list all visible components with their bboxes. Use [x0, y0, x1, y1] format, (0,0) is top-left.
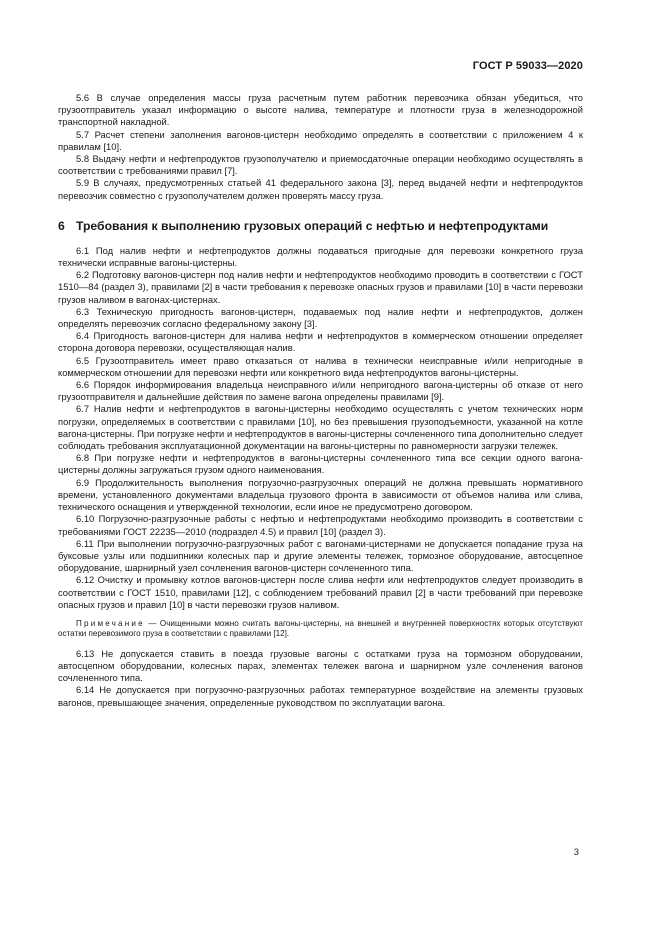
paragraph-5-7: 5.7 Расчет степени заполнения вагонов-цистерн необходимо определять в соответствии с приложением 4 к правилам [10].: [58, 128, 583, 152]
paragraph-6-11: 6.11 При выполнении погрузочно-разгрузочных работ с вагонами-цистернами не допускается попадание груза на буксовые узлы или подшипники колесных пар и другие элементы тележек, тормозное оборудование, автосцепное оборудование, шарнирный узел сочленения вагонов-цистерн сочлененного типа.: [58, 537, 583, 574]
paragraph-6-9: 6.9 Продолжительность выполнения погрузочно-разгрузочных операций не должна превышать нормативного времени, установленного документами владельца грузового фронта в зависимости от объемов налива или слива, технического оснащения и утвержденной технологии, если иное не предусмотрено договором.: [58, 476, 583, 513]
paragraph-6-5: 6.5 Грузоотправитель имеет право отказаться от налива в технически неисправные и/или непригодные в коммерческом отношении для перевозки нефти или конкретного вида нефтепродуктов вагоны-цистерны.: [58, 354, 583, 378]
section-number: 6: [58, 218, 65, 233]
section-heading: [58, 219, 583, 233]
paragraph-6-1: 6.1 Под налив нефти и нефтепродуктов должны подаваться пригодные для перевозки конкретного груза технически исправные вагоны-цистерны.: [58, 244, 583, 269]
document-body: [58, 92, 583, 709]
note-label: Примечание: [76, 618, 145, 628]
paragraph-6-6: 6.6 Порядок информирования владельца неисправного и/или непригодного вагона-цистерны об отказе от него грузоотправителя и дальнейшие действия по замене вагона определены правилами [9].: [58, 379, 583, 403]
paragraph-6-2: 6.2 Подготовку вагонов-цистерн под налив нефти и нефтепродуктов необходимо проводить в соответствии с ГОСТ 1510—84 (раздел 3), правилами [2] в части требования к перевозке опасных грузов и правилами [10] в части перевозки грузов наливом в вагонах-цистернах.: [58, 269, 583, 305]
paragraph-5-9: 5.9 В случаях, предусмотренных статьей 41 федерального закона [3], перед выдачей нефти и нефтепродуктов перевозчик совместно с грузополучателем должен проверять массу груза.: [58, 177, 583, 201]
paragraph-5-6: 5.6 В случае определения массы груза расчетным путем работник перевозчика обязан убедиться, что грузоотправитель указал информацию о высоте налива, температуре и плотности груза в железнодорожной транспортной накладной.: [58, 92, 583, 128]
paragraph-6-10: 6.10 Погрузочно-разгрузочные работы с нефтью и нефтепродуктами необходимо производить в соответствии с требованиями ГОСТ 22235—2010 (подраздел 4.5) и правил [10] (раздел 3).: [58, 513, 583, 537]
paragraph-6-12: 6.12 Очистку и промывку котлов вагонов-цистерн после слива нефти или нефтепродуктов следует производить в соответствии с ГОСТ 1510, правилами [12], с соблюдением требований правил [2] в части требований при перевозке опасных грузов и правил [10] в части перевозки грузов наливом.: [58, 574, 583, 610]
paragraph-6-4: 6.4 Пригодность вагонов-цистерн для налива нефти и нефтепродуктов в коммерческом отношении определяет сторона договора перевозки, осуществляющая налив.: [58, 330, 583, 354]
paragraph-6-3: 6.3 Техническую пригодность вагонов-цистерн, подаваемых под налив нефти и нефтепродуктов, должен определять перевозчик согласно федеральному закону [3].: [58, 305, 583, 330]
paragraph-6-7: 6.7 Налив нефти и нефтепродуктов в вагоны-цистерны необходимо осуществлять с учетом технических норм погрузки, определяемых в соответствии с правилами [10], но без превышения грузоподъемности, указанной на котле вагона-цистерны. При погрузке нефти и нефтепродуктов в вагоны-цистерны сочлененного типа дополнительно следует соблюдать требования эксплуатационной документации на вагоны-цистерны по равномерности загрузки тележек.: [58, 403, 583, 452]
paragraph-5-8: 5.8 Выдачу нефти и нефтепродуктов грузополучателю и приемосдаточные операции необходимо осуществлять в соответствии с требованиями правил [7].: [58, 153, 583, 177]
page-number: 3: [573, 846, 579, 857]
note-text: — Очищенными можно считать вагоны-цистерны, на внешней и внутренней поверхностях которых отсутствуют остатки перевозимого груза в соответствии с правилами [12].: [58, 618, 583, 639]
paragraph-6-13: 6.13 Не допускается ставить в поезда грузовые вагоны с остатками груза на тормозном оборудовании, автосцепном оборудовании, колесных парах, элементах тележек вагона и шарнирном узле сочленения вагонов сочлененного типа.: [58, 647, 583, 684]
paragraph-6-8: 6.8 При погрузке нефти и нефтепродуктов в вагоны-цистерны сочлененного типа все секции одного вагона-цистерны должны загружаться грузом одного наименования.: [58, 452, 583, 476]
section-title: Требования к выполнению грузовых операций с нефтью и нефтепродуктами: [76, 218, 549, 233]
paragraph-6-14: 6.14 Не допускается при погрузочно-разгрузочных работах температурное воздействие на элементы грузовых вагонов, превышающее значения, определенные руководством по эксплуатации вагона.: [58, 684, 583, 708]
document-code: ГОСТ Р 59033—2020: [472, 60, 583, 72]
note: [58, 619, 583, 640]
